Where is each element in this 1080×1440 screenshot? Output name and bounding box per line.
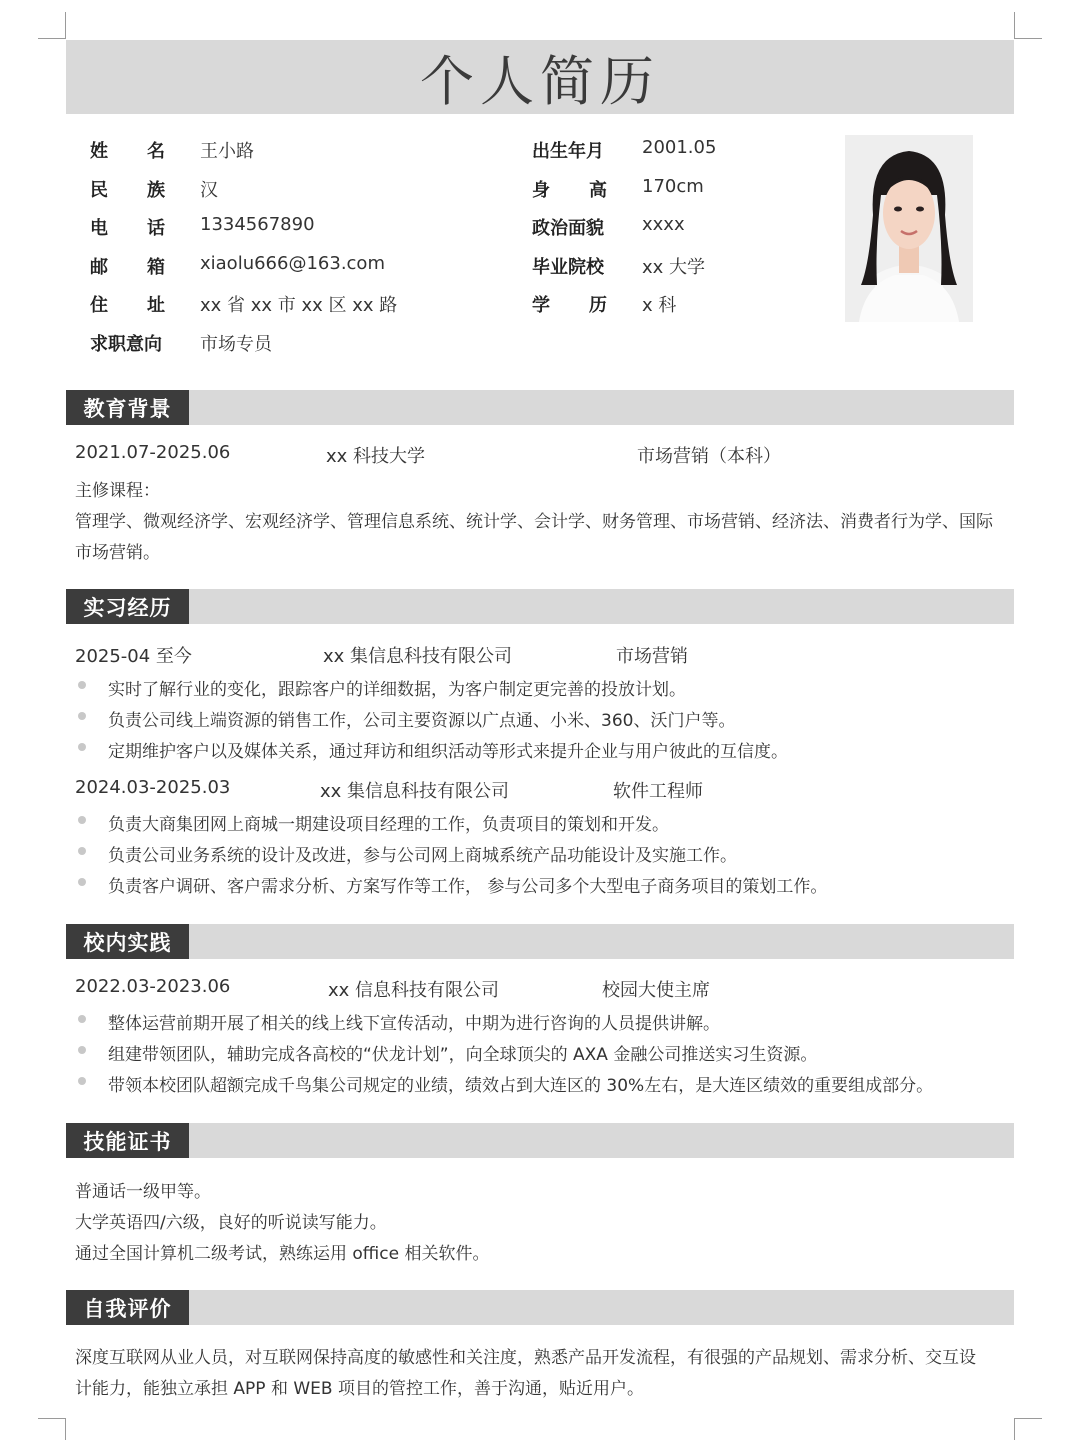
campus-bullet-1: 整体运营前期开展了相关的线上线下宣传活动，中期为进行咨询的人员提供讲解。: [108, 1014, 720, 1034]
education-courses-label: 主修课程：: [75, 481, 160, 501]
education-period: 2021.07-2025.06: [75, 442, 231, 463]
info-value-job-intention: 市场专员: [200, 334, 272, 355]
crop-mark-top-left-v: [65, 12, 66, 38]
crop-mark-top-right-v: [1014, 12, 1015, 38]
education-courses-line2: 市场营销。: [75, 543, 160, 563]
info-label-political: 政治面貌: [532, 218, 604, 239]
job2-role: 软件工程师: [613, 781, 703, 802]
job2-company: xx 集信息科技有限公司: [320, 781, 510, 802]
info-value-ethnicity: 汉: [200, 180, 218, 201]
crop-mark-bottom-right-v: [1014, 1418, 1015, 1440]
section-title-internship: 实习经历: [66, 589, 189, 624]
education-school: xx 科技大学: [326, 446, 426, 467]
info-value-political: xxxx: [642, 214, 685, 235]
bullet-dot: [78, 1046, 86, 1054]
section-skills: [66, 1123, 1014, 1158]
job2-bullet-2: 负责公司业务系统的设计及改进，参与公司网上商城系统产品功能设计及实施工作。: [108, 846, 737, 866]
bullet-dot: [78, 681, 86, 689]
info-value-degree: x 科: [642, 295, 677, 316]
self-eval-line2: 计能力，能独立承担 APP 和 WEB 项目的管控工作，善于沟通，贴近用户。: [75, 1379, 644, 1399]
job1-bullet-2: 负责公司线上端资源的销售工作，公司主要资源以广点通、小米、360、沃门户等。: [108, 711, 736, 731]
job1-company: xx 集信息科技有限公司: [323, 646, 513, 667]
section-title-education: 教育背景: [66, 390, 189, 425]
info-value-birth: 2001.05: [642, 137, 717, 158]
info-label-degree: 学 历: [532, 295, 607, 316]
portrait-image: [845, 135, 973, 322]
campus-bullet-2: 组建带领团队，辅助完成各高校的“伏龙计划”，向全球顶尖的 AXA 金融公司推送实习生资源。: [108, 1045, 818, 1065]
info-value-email: xiaolu666@163.com: [200, 253, 385, 274]
skill-item-2: 大学英语四/六级，良好的听说读写能力。: [75, 1213, 387, 1233]
info-label-ethnicity: 民 族: [90, 180, 165, 201]
job2-period: 2024.03-2025.03: [75, 777, 231, 798]
crop-mark-bottom-left-v: [65, 1418, 66, 1440]
info-label-email: 邮 箱: [90, 257, 165, 278]
section-self-evaluation: [66, 1290, 1014, 1325]
job2-bullet-1: 负责大商集团网上商城一期建设项目经理的工作，负责项目的策划和开发。: [108, 815, 669, 835]
bullet-dot: [78, 712, 86, 720]
campus-bullet-3: 带领本校团队超额完成千鸟集公司规定的业绩，绩效占到大连区的 30%左右，是大连区绩效的重要组成部分。: [108, 1076, 934, 1096]
info-label-address: 住 址: [90, 295, 165, 316]
title-bar: [66, 40, 1014, 114]
campus-company: xx 信息科技有限公司: [328, 980, 500, 1001]
bullet-dot: [78, 878, 86, 886]
bullet-dot: [78, 1077, 86, 1085]
section-title-campus: 校内实践: [66, 924, 189, 959]
profile-photo: [845, 135, 973, 322]
self-eval-line1: 深度互联网从业人员，对互联网保持高度的敏感性和关注度，熟悉产品开发流程，有很强的产品规划、需求分析、交互设: [75, 1348, 976, 1368]
bullet-dot: [78, 743, 86, 751]
info-value-phone: 1334567890: [200, 214, 315, 235]
info-label-phone: 电 话: [90, 218, 165, 239]
section-title-self-evaluation: 自我评价: [66, 1290, 189, 1325]
crop-mark-bottom-right-h: [1014, 1418, 1042, 1419]
education-major: 市场营销（本科）: [637, 446, 781, 467]
job2-bullet-3: 负责客户调研、客户需求分析、方案写作等工作， 参与公司多个大型电子商务项目的策划工作。: [108, 877, 828, 897]
info-label-height: 身 高: [532, 180, 607, 201]
campus-role: 校园大使主席: [602, 980, 710, 1001]
section-title-skills: 技能证书: [66, 1123, 189, 1158]
skill-item-1: 普通话一级甲等。: [75, 1182, 211, 1202]
info-value-address: xx 省 xx 市 xx 区 xx 路: [200, 295, 398, 316]
info-value-height: 170cm: [642, 176, 704, 197]
bullet-dot: [78, 816, 86, 824]
job1-role: 市场营销: [616, 646, 688, 667]
job1-period: 2025-04 至今: [75, 646, 192, 667]
bullet-dot: [78, 1015, 86, 1023]
education-courses-line1: 管理学、微观经济学、宏观经济学、管理信息系统、统计学、会计学、财务管理、市场营销、经济法、消费者行为学、国际: [75, 512, 993, 532]
job1-bullet-1: 实时了解行业的变化，跟踪客户的详细数据，为客户制定更完善的投放计划。: [108, 680, 686, 700]
info-label-school: 毕业院校: [532, 257, 604, 278]
section-education: [66, 390, 1014, 425]
page-title: 个人简历: [420, 49, 660, 113]
crop-mark-top-right-h: [1014, 38, 1042, 39]
crop-mark-bottom-left-h: [38, 1418, 66, 1419]
section-internship: [66, 589, 1014, 624]
info-label-birth: 出生年月: [532, 141, 604, 162]
campus-period: 2022.03-2023.06: [75, 976, 231, 997]
info-value-name: 王小路: [200, 141, 254, 162]
info-value-school: xx 大学: [642, 257, 706, 278]
crop-mark-top-left-h: [38, 38, 66, 39]
skill-item-3: 通过全国计算机二级考试，熟练运用 office 相关软件。: [75, 1244, 490, 1264]
info-label-job-intention: 求职意向: [90, 334, 162, 355]
bullet-dot: [78, 847, 86, 855]
job1-bullet-3: 定期维护客户以及媒体关系，通过拜访和组织活动等形式来提升企业与用户彼此的互信度。: [108, 742, 788, 762]
section-campus: [66, 924, 1014, 959]
info-label-name: 姓 名: [90, 141, 165, 162]
